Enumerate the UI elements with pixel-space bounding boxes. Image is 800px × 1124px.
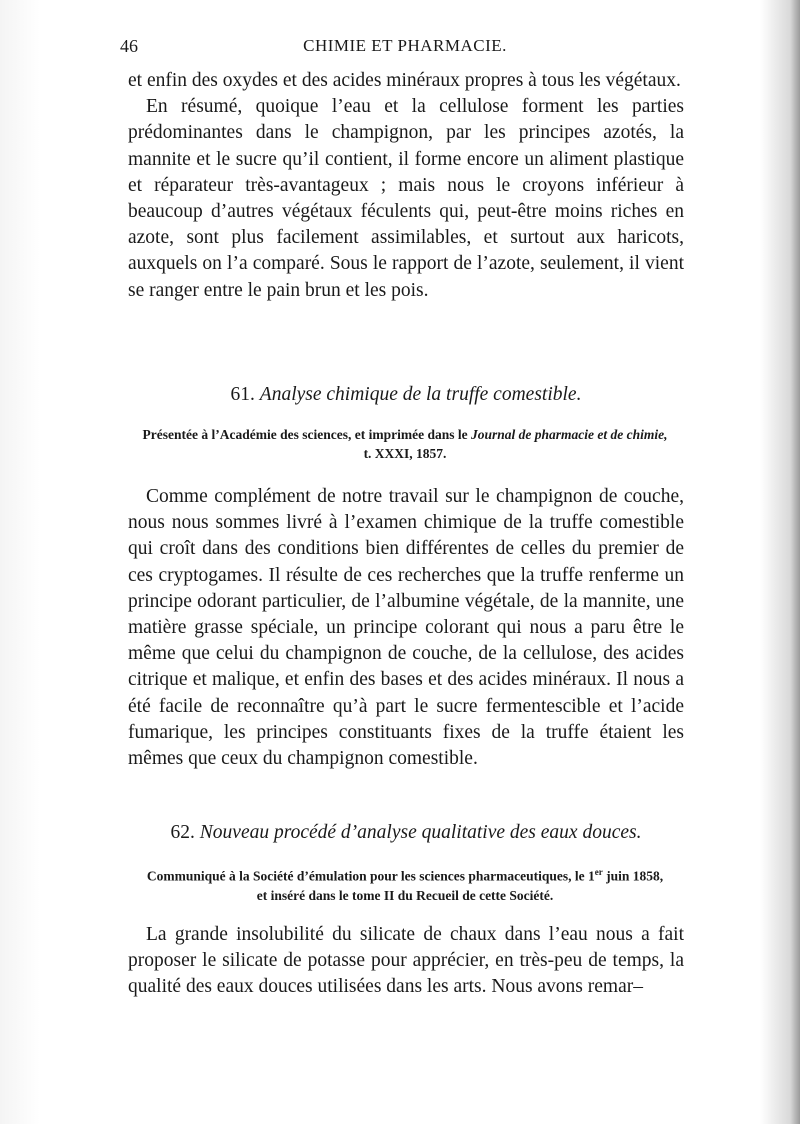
note-text: t. XXXI, 1857. <box>363 446 447 461</box>
section-number: 62. <box>170 822 195 843</box>
note-text: Présentée à l’Académie des sciences, et imprimée dans le <box>142 427 468 442</box>
paragraph-intro <box>128 68 684 304</box>
paragraph-truffe: Comme complément de notre travail sur le champignon de couche, nous nous sommes livré à l’examen chimique de la truffe comestible qui croît dans des conditions bien différentes de celles du premier de ces cryptogames. Il résulte de ces recherches que la truffe renferme un principe odorant particulier, de l’albumine végétale, de la mannite, une matière grasse spéciale, un principe colorant qui nous a paru être le même que celui du champignon de couche, de la cellulose, des acides citrique et malique, et enfin des bases et des acides minéraux. Il nous a été facile de reconnaître qu’à part le sucre fermentescible et l’acide fumarique, les principes constituants fixes de la truffe étaient les mêmes que ceux du champignon comestible. <box>128 486 684 770</box>
note-text: juin 1858, et inséré dans le tome II du Recueil de cette Société. <box>256 868 664 903</box>
section-heading-61 <box>128 384 684 406</box>
paragraph-summary: En résumé, quoique l’eau et la cellulose forment les parties prédominantes dans le champignon, par les principes azotés, la mannite et le sucre qu’il contient, il forme encore un aliment plastique et réparateur très-avantageux ; mais nous le croyons inférieur à beaucoup d’autres végétaux féculents qui, peut-être moins riches en azote, sont plus facilement assimilables, et surtout aux haricots, auxquels on l’a comparé. Sous le rapport de l’azote, seulement, il vient se ranger entre le pain brun et les pois. <box>128 96 684 301</box>
note-superscript: er <box>594 867 603 877</box>
section-body-62 <box>128 922 684 1001</box>
section-title: Nouveau procédé d’analyse qualitative des eaux douces. <box>199 822 642 843</box>
section-title: Analyse chimique de la truffe comestible. <box>259 384 582 405</box>
section-body-61 <box>128 484 684 772</box>
paragraph-silicate: La grande insolubilité du silicate de chaux dans l’eau nous a fait proposer le silicate de potasse pour apprécier, en très-peu de temps, la qualité des eaux douces utilisées dans les arts. Nous avons remar– <box>128 924 684 998</box>
section-number: 61. <box>230 384 255 405</box>
section-heading-62 <box>128 822 684 844</box>
running-head <box>120 36 690 60</box>
section-note-62 <box>140 863 670 905</box>
paragraph-continuation: et enfin des oxydes et des acides minéraux propres à tous les végétaux. <box>128 70 681 91</box>
note-journal: Journal de pharmacie et de chimie, <box>470 427 668 442</box>
page-number: 46 <box>120 36 138 56</box>
section-note-61 <box>140 425 670 463</box>
running-title: CHIMIE ET PHARMACIE. <box>303 36 507 55</box>
note-text: Communiqué à la Société d’émulation pour les sciences pharmaceutiques, le 1 <box>146 868 595 884</box>
